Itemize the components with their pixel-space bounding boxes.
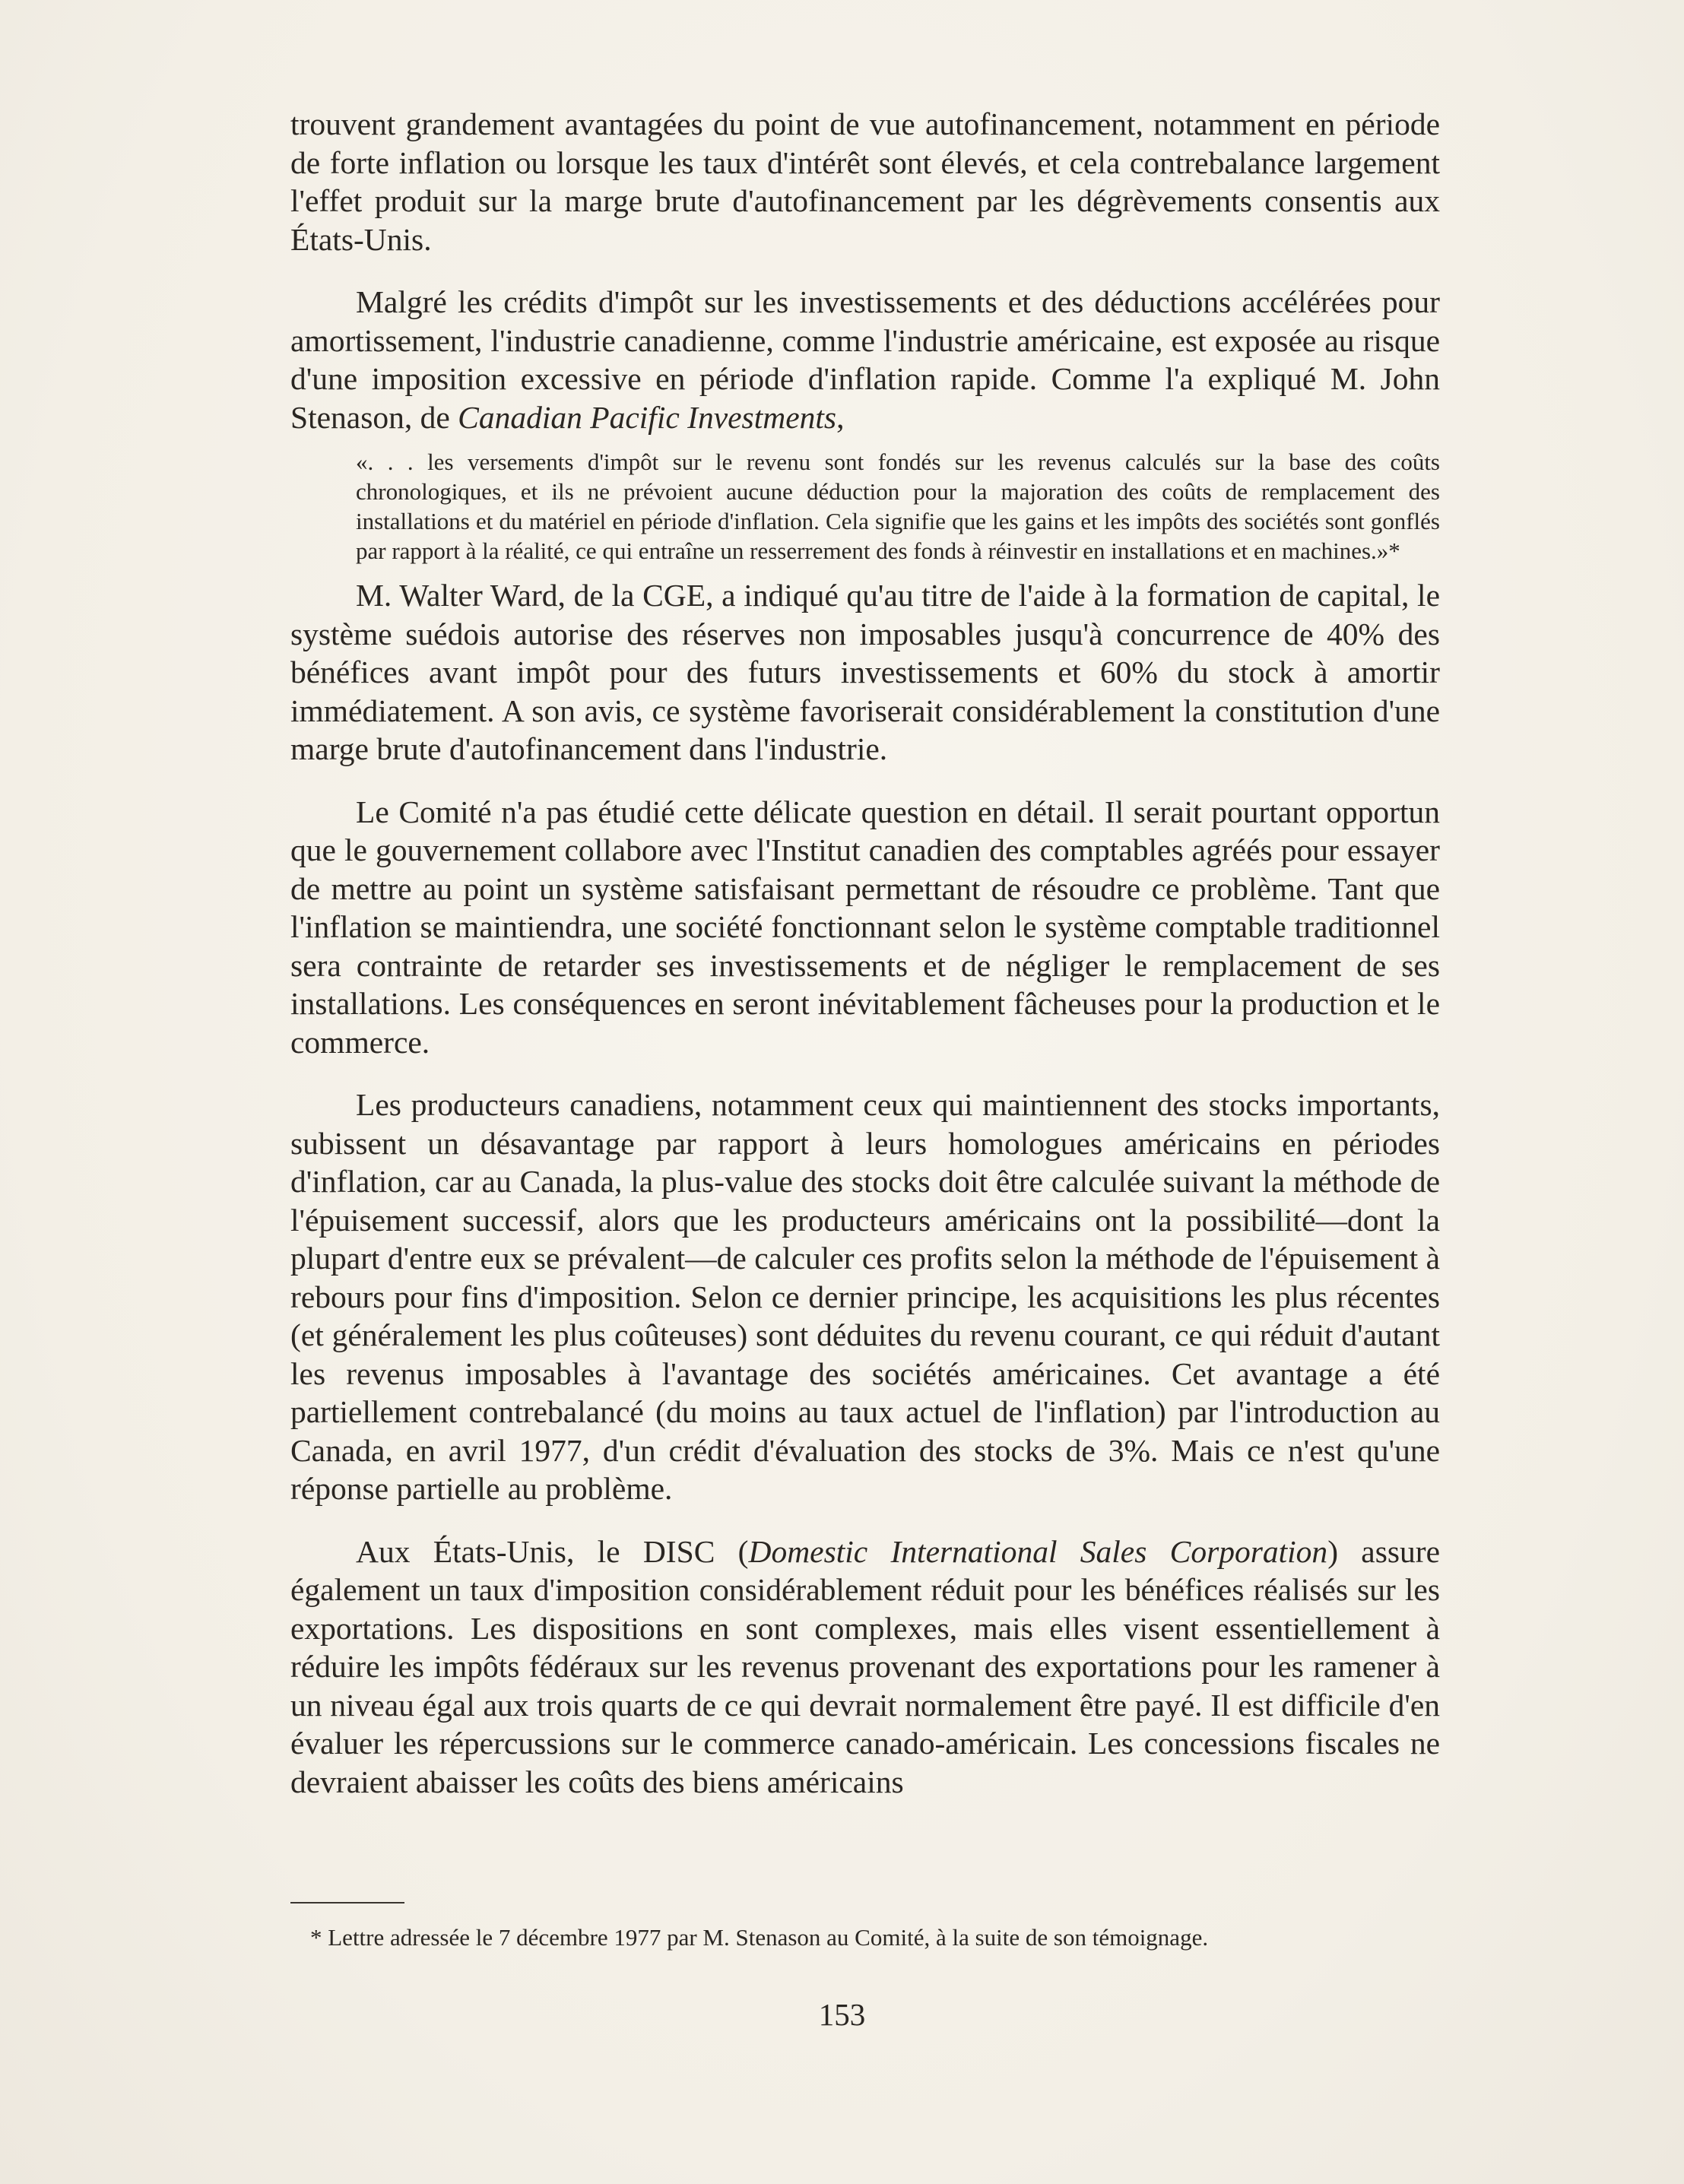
paragraph-disc-start: Aux États-Unis, le DISC ( (356, 1533, 749, 1569)
company-name-italic: Canadian Pacific Investments (458, 399, 837, 435)
paragraph-disc-rest: ) assure également un taux d'imposition considérablement réduit pour les bénéfices réalisés sur les exportations. Les dispositions en sont complexes, mais elles visent essentiellement à réduire les impôts fédéraux sur les revenus provenant des exportations pour les ramener à un niveau égal aux trois quarts de ce qui devrait normalement être payé. Il est difficile d'en évaluer les répercussions sur le commerce canado-américain. Les concessions fiscales ne devraient abaisser les coûts des biens américains (290, 1533, 1440, 1799)
page-number: 153 (818, 1997, 866, 2032)
block-quote: «. . . les versements d'impôt sur le revenu sont fondés sur les revenus calculés sur la base des coûts chronologiques, et ils ne prévoient aucune déduction pour la majoration des coûts de remplacement des installations et du matériel en période d'inflation. Cela signifie que les gains et les impôts des sociétés sont gonflés par rapport à la réalité, ce qui entraîne un resserrement des fonds à réinvestir en installations et en machines.»* (356, 449, 1440, 564)
paragraph-tax-credits-text: Malgré les crédits d'impôt sur les investissements et des déductions accélérées pour amortissement, l'industrie canadienne, comme l'industrie américaine, est exposée au risque d'une imposition excessive en période d'inflation rapide. Comme l'a expliqué M. John Stenason, de (290, 284, 1440, 435)
paragraph-tax-credits (290, 283, 1440, 436)
footnote: * Lettre adressée le 7 décembre 1977 par M. Stenason au Comité, à la suite de son témoignage. (310, 1924, 1209, 1951)
paragraph-committee: Le Comité n'a pas étudié cette délicate question en détail. Il serait pourtant opportun que le gouvernement collabore avec l'Institut canadien des comptables agréés pour essayer de mettre au point un système satisfaisant permettant de résoudre ce problème. Tant que l'inflation se maintiendra, une société fonctionnant selon le système comptable traditionnel sera contrainte de retarder ses investissements et de négliger le remplacement de ses installations. Les conséquences en seront inévitablement fâcheuses pour la production et le commerce. (290, 794, 1440, 1060)
paragraph-tax-credits-end: , (836, 399, 845, 435)
paragraph-walter-ward: M. Walter Ward, de la CGE, a indiqué qu'au titre de l'aide à la formation de capital, le système suédois autorise des réserves non imposables jusqu'à concurrence de 40% des bénéfices avant impôt pour des futurs investissements et 60% du stock à amortir immédiatement. A son avis, ce système favoriserait considérablement la constitution d'une marge brute d'autofinancement dans l'industrie. (290, 578, 1440, 766)
footnote-divider (290, 1902, 404, 1903)
paragraph-producers: Les producteurs canadiens, notamment ceux qui maintiennent des stocks importants, subissent un désavantage par rapport à leurs homologues américains en périodes d'inflation, car au Canada, la plus-value des stocks doit être calculée suivant la méthode de l'épuisement successif, alors que les producteurs américains ont la possibilité—dont la plupart d'entre eux se prévalent—de calculer ces profits selon la méthode de l'épuisement à rebours pour fins d'imposition. Selon ce dernier principe, les acquisitions les plus récentes (et généralement les plus coûteuses) sont déduites du revenu courant, ce qui réduit d'autant les revenus imposables à l'avantage des sociétés américaines. Cet avantage a été partiellement contrebalancé (du moins au taux actuel de l'inflation) par l'introduction au Canada, en avril 1977, d'un crédit d'évaluation des stocks de 3%. Mais ce n'est qu'une réponse partielle au problème. (290, 1087, 1440, 1506)
disc-name-italic: Domestic International Sales Corporation (748, 1533, 1328, 1569)
paragraph-continued: trouvent grandement avantagées du point de vue autofinancement, notamment en période de forte inflation ou lorsque les taux d'intérêt sont élevés, et cela contrebalance largement l'effet produit sur la marge brute d'autofinancement par les dégrèvements consentis aux États-Unis. (290, 106, 1440, 257)
paragraph-disc (290, 1533, 1440, 1802)
body-text (290, 105, 1440, 1801)
